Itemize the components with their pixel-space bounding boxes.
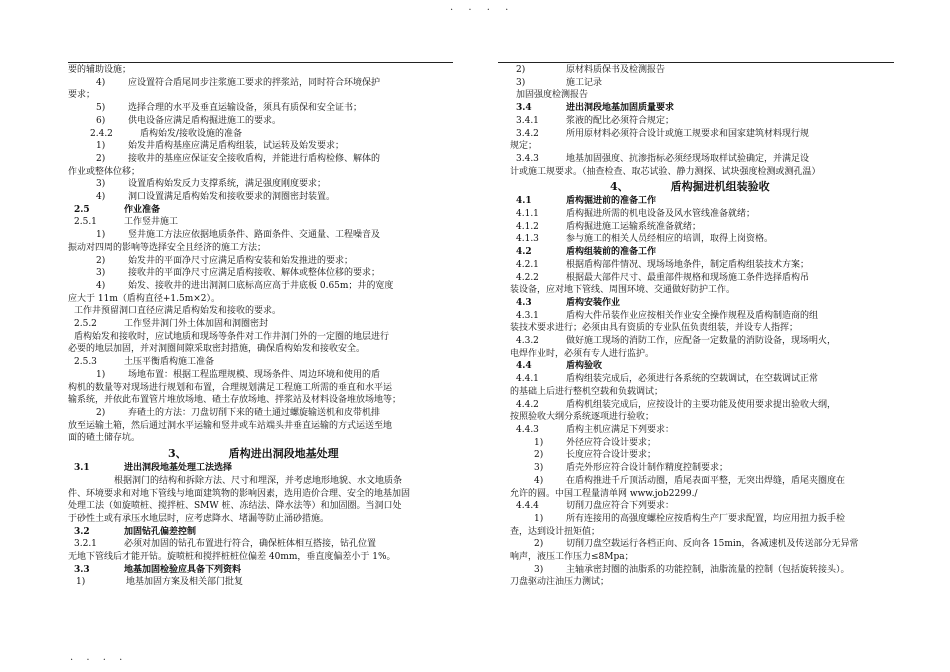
line-text: 盾构安装作业 [566,297,621,308]
text-line [510,221,890,234]
item-number: 3) [516,77,526,88]
line-text: 的基础上后进行整机空载和负载调试； [510,386,664,397]
text-line [68,229,448,242]
line-text: 供电设备应满足盾构掘进施工的要求。 [128,115,282,126]
text-line [510,437,890,450]
line-text: 长度应符合设计要求； [566,450,657,461]
line-text: 工作竖井洞门外土体加固和洞圈密封 [124,319,269,330]
line-text: 盾构掘进施工运输系统准备就绪； [566,221,702,232]
item-number: 4.4.2 [516,399,539,410]
text-line [510,259,890,272]
line-text: 作业准备 [124,204,161,215]
line-text: 件、环境要求和对地下管线与地面建筑物的影响因素，选用造价合理、安全的地基加固 [68,488,411,499]
text-line [510,399,890,412]
line-text: 外径应符合设计要求； [566,437,657,448]
line-text: 切削刀盘空载运行各档正向、反向各 15min，各减速机及传送部分无异常 [566,539,859,550]
text-line [68,89,448,102]
item-number: 2) [534,450,544,461]
text-line [510,513,890,526]
chapter-number: 4、 [610,180,629,194]
text-line [68,102,448,115]
line-text: 装设备，应对地下管线、周围环境、交通做好防护工作。 [510,285,736,296]
line-text: 设置盾构始发反力支撑系统，满足强度刚度要求； [128,179,327,190]
item-number: 4.4.1 [516,374,539,385]
line-text: 地基加固强度、抗渗指标必须经现场取样试验确定，并满足设 [566,153,810,164]
line-text: 所用原材料必须符合设计或施工规要求和国家建筑材料现行规 [566,128,810,139]
item-number: 4.1 [516,196,532,207]
line-text: 竖井施工方法应依据地质条件、路面条件、交通量、工程噪音及 [128,230,381,241]
item-number: 2) [96,407,106,418]
line-text: 地基加固检验应具备下列资料 [124,564,242,575]
text-line [510,64,890,77]
text-line [68,305,448,318]
section-heading [68,526,448,539]
line-text: 规定； [510,141,538,152]
line-text: 始发、接收井的进出洞洞口底标高应高于井底板 0.65m；井的宽度 [128,280,394,291]
text-line [510,77,890,90]
line-text: 放至运输土箱，然后通过洞水平运输和竖井或车站端头井垂直运输的方式运送至地 [68,420,393,431]
line-text: 必要的地层加固，并对洞圈间隙采取密封措施，确保盾构始发和接收安全。 [68,344,366,355]
line-text: 按照验收大纲分系统逐项进行验收； [510,412,655,423]
text-line [68,64,448,77]
text-line [510,166,890,179]
line-text: 应大于 11m（盾构直径+1.5m×2）。 [68,293,221,304]
item-number: 6) [96,115,106,126]
line-text: 施工记录 [566,77,603,88]
item-number: 4.1.3 [516,234,539,245]
chapter-heading [68,447,448,461]
item-number: 2.5 [74,204,90,215]
line-text: 加固钻孔偏差控制 [124,526,197,537]
text-line [510,208,890,221]
item-number: 2.5.1 [74,217,97,228]
text-line [68,318,448,331]
line-text: 响声，液压工作压力≤8Mpa； [510,552,634,563]
text-line [68,178,448,191]
chapter-title: 盾构掘进机组装验收 [670,180,770,194]
item-number: 3.4.3 [516,153,539,164]
line-text: 接收井的基座应保证安全接收盾构，并能进行盾构检修、解体的 [128,153,381,164]
line-text: 电焊作业时，必须有专人进行监护。 [510,348,655,359]
line-text: 加固强度检测报告 [516,90,589,101]
line-text: 盾构大件吊装作业应按相关作业安全操作规程及盾构制造商的组 [566,310,819,321]
text-line [68,140,448,153]
section-heading [510,246,890,259]
text-line [510,89,890,102]
text-line [68,538,448,551]
item-number: 1) [96,141,106,152]
section-heading [510,195,890,208]
item-number: 4) [96,192,106,203]
item-number: 1) [96,230,106,241]
text-line [510,284,890,297]
section-heading [510,360,890,373]
line-text: 切削刀盘应符合下列要求： [566,501,675,512]
item-number: 4.2 [516,247,532,258]
text-line [68,420,448,433]
item-number: 4.1.2 [516,221,539,232]
line-text: 计或施工规要求。（抽查检查、取芯试验、静力测探、试块强度检测或测孔温） [510,166,821,177]
text-line [68,488,448,501]
text-line [510,526,890,539]
line-text: 浆液的配比必须符合规定； [566,115,675,126]
text-line [510,335,890,348]
line-text: 盾构始发和接收时，应试地质和现场等条件对工作井洞门外的一定圈的地层进行 [74,331,390,342]
item-number: 4.4.3 [516,424,539,435]
line-text: 构机的数量等对现场进行规划和布置，合理规划满足工程施工所需的垂直和水平运 [68,382,393,393]
text-line [510,233,890,246]
item-number: 3) [96,179,106,190]
item-number: 3.4.1 [516,115,539,126]
item-number: 3) [534,463,544,474]
text-line [68,331,448,344]
item-number: 1) [96,369,106,380]
text-line [68,255,448,268]
line-text: 盾构主机应满足下列要求： [566,424,675,435]
text-line [68,407,448,420]
item-number: 2) [534,539,544,550]
item-number: 4.4.4 [516,501,539,512]
text-line [510,475,890,488]
text-line [68,382,448,395]
section-heading [68,462,448,475]
text-line [68,369,448,382]
text-line [68,500,448,513]
text-line [68,153,448,166]
line-text: 地基加固方案及相关部门批复 [126,577,244,588]
line-text: 根据最大部件尺寸、最重部件规格和现场施工条件选择盾构吊 [566,272,810,283]
text-line [510,449,890,462]
chapter-title: 盾构进出洞段地基处理 [228,447,339,461]
line-text: 无地下管线后才能开钻。旋喷桩和搅拌桩桩位偏差 40mm，垂直度偏差小于 1%。 [68,552,396,563]
text-line [510,128,890,141]
text-line [510,272,890,285]
header-rule-right [498,62,894,63]
item-number: 3.4 [516,103,532,114]
page-header-dots: . . . . [450,2,515,13]
line-text: 参与施工的相关人员经相应的培训，取得上岗资格。 [566,234,774,245]
line-text: 进出洞段地基处理工法选择 [124,463,233,474]
left-column [68,64,448,589]
chapter-heading [510,180,890,194]
text-line [68,242,448,255]
item-number: 4.3.2 [516,336,539,347]
line-text: 于砂性土或有承压水地层时，应考虑降水、堵漏等防止涌砂措施。 [68,513,330,524]
text-line [510,411,890,424]
text-line [68,115,448,128]
text-line [510,500,890,513]
line-text: 工作井预留洞口直径应满足盾构始发和接收的要求。 [74,306,282,317]
text-line [68,128,448,141]
item-number: 2) [516,65,526,75]
item-number: 2.5.2 [74,319,97,330]
line-text: 振动对四周的影响等选择安全且经济的施工方法； [68,242,267,253]
text-line [68,166,448,179]
line-text: 主轴承密封圈的油脂系的功能控制，油脂流量的控制（包括旋转接头）。 [566,564,850,575]
line-text: 盾构始发/接收设施的准备 [140,128,243,139]
text-line [68,432,448,445]
line-text: 原材料质保书及检测报告 [566,65,666,75]
item-number: 3.4.2 [516,128,539,139]
line-text: 输系统，并依此布置管片堆放场地、碴土存放场地、拌浆站及材料设备堆放场地等； [68,395,402,406]
line-text: 必须对加固的钻孔布置进行符合，确保桩体相互搭接，钻孔位置 [124,539,377,550]
text-line [68,77,448,90]
line-text: 土压平衡盾构施工准备 [124,357,215,368]
text-line [510,551,890,564]
line-text: 盾构掘进所需的机电设备及风水管线准备就绪； [566,209,756,220]
text-line [68,576,448,589]
line-text: 作业或整体位移； [68,166,141,177]
line-text: 盾壳外形应符合设计制作精度控制要求； [566,463,729,474]
text-line [68,216,448,229]
line-text: 要求； [68,90,96,101]
text-line [510,373,890,386]
chapter-number: 3、 [168,447,187,461]
text-line [510,576,890,589]
text-line [510,538,890,551]
item-number: 3.3 [74,564,90,575]
line-text: 要的辅助设施； [68,65,132,75]
item-number: 4.2.1 [516,259,539,270]
item-number: 4.3.1 [516,310,539,321]
line-text: 在盾构推进千斤顶活动圈，盾尾表面平整，无突出焊缝，盾尾夹圈度在 [566,475,846,486]
text-line [68,394,448,407]
item-number: 4.4 [516,361,532,372]
right-column [510,64,890,589]
line-text: 进出洞段地基加固质量要求 [566,103,675,114]
text-line [510,462,890,475]
text-line [510,488,890,501]
line-text: 所有连接用的高强度螺栓应按盾构生产厂要求配置，均应用扭力扳手检 [566,513,846,524]
line-text: 工作竖井施工 [124,217,179,228]
item-number: 3) [96,268,106,279]
item-number: 1) [534,437,544,448]
line-text: 刀盘驱动注油压力测试； [510,577,610,588]
line-text: 盾构验收 [566,361,603,372]
item-number: 3.1 [74,463,90,474]
item-number: 1) [76,577,86,588]
text-line [68,191,448,204]
item-number: 4.3 [516,297,532,308]
line-text: 场地布置：根据工程监理规模、现场条件、周边环境和使用的盾 [128,369,381,380]
line-text: 查，达到设计扭矩值； [510,526,601,537]
line-text: 做好施工现场的消防工作，应配备一定数量的消防设备，现场明火， [566,336,837,347]
item-number: 3) [534,564,544,575]
text-line [510,386,890,399]
section-heading [68,204,448,217]
line-text: 盾构机组装完成后，应按设计的主要功能及使用要求提出验收大纲， [566,399,837,410]
item-number: 1) [534,513,544,524]
text-line [68,267,448,280]
line-text: 弃碴土的方法：刀盘切削下来的碴土通过螺旋输送机和皮带机排 [128,407,381,418]
line-text: 处理工法（如旋喷桩、搅拌桩、SMW 桩、冻结法、降水法等）和加固圈。当洞口处 [68,501,402,512]
item-number: 5) [96,103,106,114]
item-number: 3.2.1 [74,539,97,550]
text-line [510,153,890,166]
item-number: 4.1.1 [516,209,539,220]
text-line [510,140,890,153]
section-heading [510,102,890,115]
line-text: 面的碴土储存坑。 [68,433,141,444]
text-line [68,293,448,306]
text-line [510,424,890,437]
text-line [510,322,890,335]
item-number: 2) [96,153,106,164]
text-line [68,551,448,564]
text-line [510,348,890,361]
item-number: 2.5.3 [74,357,97,368]
item-number: 4.2.2 [516,272,539,283]
line-text: 应设置符合盾尾同步注浆施工要求的拌浆站，同时符合环境保护 [128,77,381,88]
line-text: 允许的圆。中国工程量清单网 www.job2299./ [510,488,698,499]
line-text: 根据洞门的结构和拆除方法、尺寸和埋深，并考虑地形地貌、水文地质条 [114,475,403,486]
item-number: 2) [96,255,106,266]
item-number: 4) [96,77,106,88]
line-text: 洞口设置满足盾构始发和接收要求的洞圈密封装置。 [128,192,336,203]
item-number: 2.4.2 [90,128,113,139]
line-text: 始发井的平面净尺寸应满足盾构安装和始发推进的要求； [128,255,354,266]
text-line [510,115,890,128]
section-heading [68,564,448,577]
text-line [510,564,890,577]
item-number: 4) [534,475,544,486]
line-text: 盾构组装前的准备工作 [566,247,657,258]
section-heading [510,297,890,310]
page-footer-dots: . . . . [70,652,128,663]
text-line [68,343,448,356]
line-text: 装技术要求进行；必须由具有资质的专业队伍负责组装，并设专人指挥； [510,323,799,334]
text-line [510,310,890,323]
item-number: 4) [96,280,106,291]
item-number: 3.2 [74,526,90,537]
line-text: 盾构掘进前的准备工作 [566,196,657,207]
line-text: 盾构组装完成后，必须进行各系统的空载调试，在空载调试正常 [566,374,819,385]
header-rule-left [68,62,453,63]
line-text: 选择合理的水平及垂直运输设备，须具有质保和安全证书； [128,103,363,114]
line-text: 根据盾构部件情况、现场场地条件，制定盾构组装技术方案； [566,259,810,270]
line-text: 接收井的平面净尺寸应满足盾构接收、解体或整体位移的要求； [128,268,381,279]
text-line [68,280,448,293]
line-text: 始发井盾构基座应满足盾构组装，试运转及始发要求； [128,141,345,152]
text-line [68,356,448,369]
text-line [68,513,448,526]
text-line [68,475,448,488]
